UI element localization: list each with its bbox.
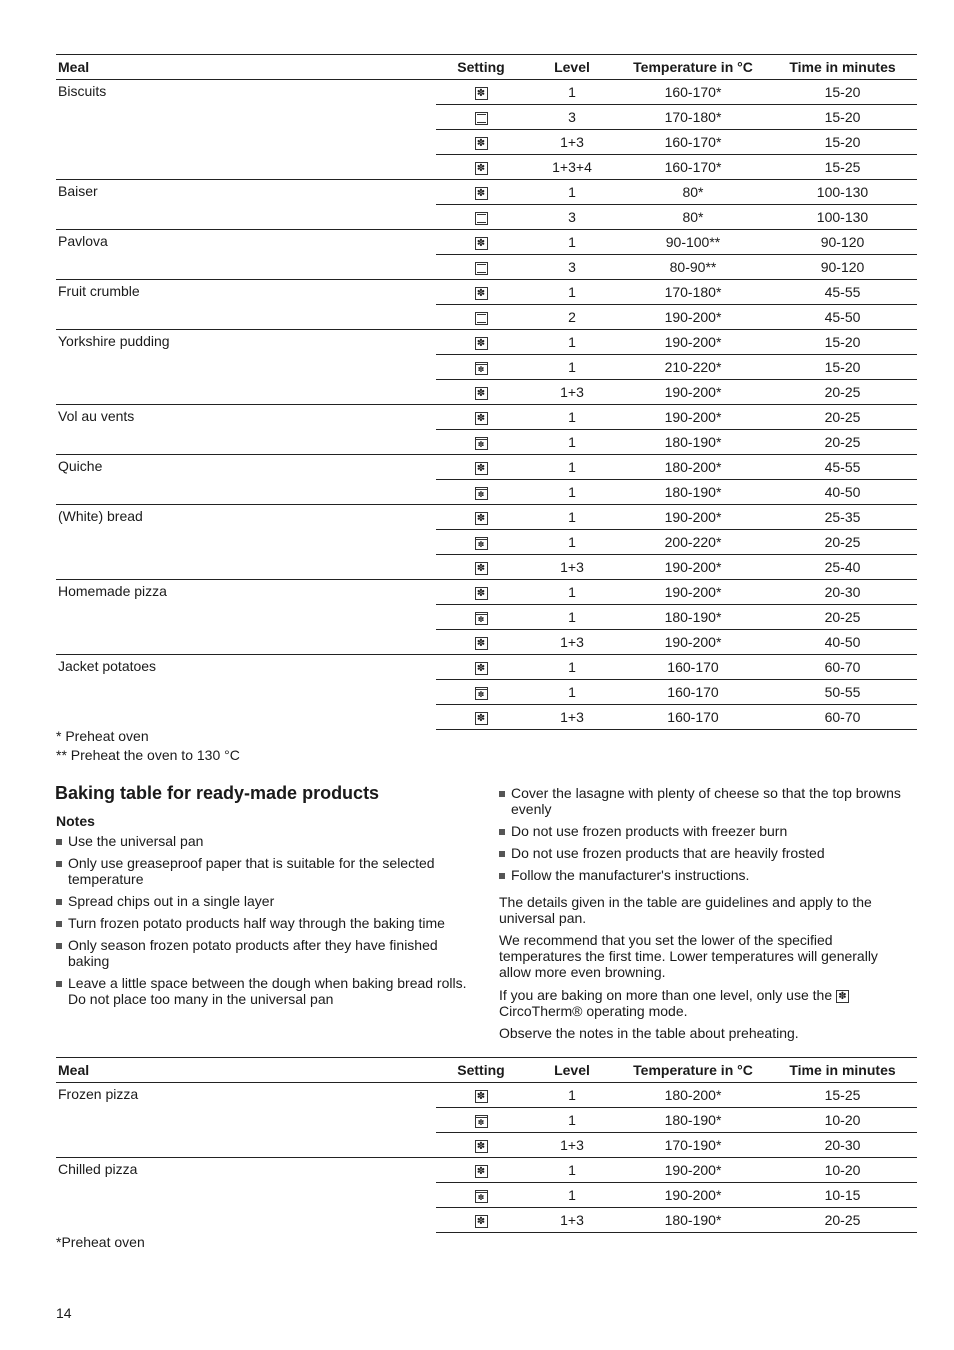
table-row [56,1083,917,1108]
header-meal: Meal [56,55,436,80]
header-meal: Meal [56,1058,436,1083]
cell-setting [436,605,526,630]
table-row [56,80,917,105]
cell-time: 40-50 [768,630,917,655]
header-time: Time in minutes [768,55,917,80]
cell-level: 1 [526,330,618,355]
cell-level: 1 [526,455,618,480]
cell-setting [436,330,526,355]
notes-list-right [499,785,909,889]
cell-temperature: 180-190* [618,430,768,455]
table-row [56,230,917,255]
cell-temperature: 170-180* [618,105,768,130]
paragraph-multi-level [499,987,909,1019]
table-row [56,405,917,430]
cell-temperature: 190-200* [618,405,768,430]
header-temperature: Temperature in °C [618,1058,768,1083]
cell-level: 1 [526,1158,618,1183]
fan-icon [475,587,488,600]
cell-level: 1+3 [526,555,618,580]
fan-icon [475,237,488,250]
section-title: Baking table for ready-made products [55,783,380,803]
cell-temperature: 190-200* [618,555,768,580]
header-temperature: Temperature in °C [618,55,768,80]
table-row [56,330,917,355]
top-fan-icon [475,537,488,550]
cell-time: 45-55 [768,280,917,305]
note-item: Follow the manufacturer's instructions. [499,867,909,883]
paragraph-multi-level-text: If you are baking on more than one level, only use the [499,987,833,1003]
cell-time: 10-20 [768,1108,917,1133]
cell-meal: (White) bread [56,505,436,580]
cell-level: 3 [526,255,618,280]
cell-time: 60-70 [768,655,917,680]
cell-level: 1 [526,355,618,380]
cell-setting [436,380,526,405]
cell-temperature: 190-200* [618,380,768,405]
cell-level: 1 [526,605,618,630]
top-fan-icon [475,687,488,700]
cell-setting [436,455,526,480]
fan-icon [475,562,488,575]
page-number: 14 [56,1305,72,1321]
cell-meal: Homemade pizza [56,580,436,655]
note-item: Turn frozen potato products half way through the baking time [56,915,476,931]
cell-temperature: 90-100** [618,230,768,255]
cell-level: 1 [526,1183,618,1208]
table-row [56,580,917,605]
cell-meal: Chilled pizza [56,1158,436,1233]
table-row [56,505,917,530]
top-fan-icon [475,1190,488,1203]
header-setting: Setting [436,55,526,80]
fan-icon [475,512,488,525]
cell-time: 90-120 [768,255,917,280]
cell-setting [436,105,526,130]
fan-icon [475,662,488,675]
cell-setting [436,1133,526,1158]
cell-time: 15-20 [768,105,917,130]
note-item: Cover the lasagne with plenty of cheese so that the top browns evenly [499,785,909,817]
cell-meal: Yorkshire pudding [56,330,436,405]
paragraph-preheat-notes: Observe the notes in the table about preheating. [499,1025,799,1041]
cell-temperature: 180-190* [618,605,768,630]
cell-level: 3 [526,105,618,130]
fan-icon [475,412,488,425]
cell-time: 25-35 [768,505,917,530]
cell-time: 45-55 [768,455,917,480]
cell-setting [436,1183,526,1208]
cell-temperature: 190-200* [618,1183,768,1208]
cell-temperature: 160-170 [618,705,768,730]
cell-time: 15-20 [768,355,917,380]
cell-meal: Biscuits [56,80,436,180]
cell-temperature: 190-200* [618,630,768,655]
cell-meal: Baiser [56,180,436,230]
fan-icon [475,462,488,475]
cell-level: 1+3 [526,380,618,405]
cell-meal: Frozen pizza [56,1083,436,1158]
cell-setting [436,80,526,105]
cell-time: 90-120 [768,230,917,255]
top-fan-icon [475,362,488,375]
cell-meal: Jacket potatoes [56,655,436,730]
note-item: Only season frozen potato products after they have finished baking [56,937,476,969]
cell-setting [436,1083,526,1108]
cell-time: 20-25 [768,430,917,455]
top-fan-icon [475,612,488,625]
header-level: Level [526,1058,618,1083]
top-bottom-heat-icon [475,312,488,325]
fan-icon [475,1215,488,1228]
cell-setting [436,705,526,730]
cell-setting [436,505,526,530]
cell-temperature: 190-200* [618,580,768,605]
cell-level: 1 [526,680,618,705]
cell-level: 1 [526,405,618,430]
cell-meal: Quiche [56,455,436,505]
cell-level: 1 [526,230,618,255]
fan-icon [475,187,488,200]
cell-time: 20-30 [768,580,917,605]
cell-time: 50-55 [768,680,917,705]
cell-level: 1 [526,505,618,530]
cell-temperature: 160-170* [618,155,768,180]
cell-level: 1 [526,530,618,555]
top-bottom-heat-icon [475,212,488,225]
note-item: Do not use frozen products with freezer burn [499,823,909,839]
note-item: Only use greaseproof paper that is suitable for the selected temperature [56,855,476,887]
cell-meal: Vol au vents [56,405,436,455]
cell-setting [436,580,526,605]
fan-icon [836,990,849,1003]
cell-setting [436,255,526,280]
cell-temperature: 170-180* [618,280,768,305]
note-item: Use the universal pan [56,833,476,849]
fan-icon [475,637,488,650]
cell-setting [436,1208,526,1233]
cell-temperature: 190-200* [618,1158,768,1183]
cell-level: 1 [526,580,618,605]
cell-temperature: 80-90** [618,255,768,280]
table-row [56,180,917,205]
cell-setting [436,305,526,330]
cell-setting [436,155,526,180]
cell-setting [436,180,526,205]
top-fan-icon [475,437,488,450]
cell-temperature: 180-190* [618,1108,768,1133]
table-row [56,655,917,680]
cell-level: 1+3 [526,1208,618,1233]
cell-time: 15-25 [768,155,917,180]
footnote-preheat-2: *Preheat oven [56,1234,145,1250]
cell-setting [436,405,526,430]
cell-time: 15-25 [768,1083,917,1108]
fan-icon [475,387,488,400]
cell-temperature: 160-170 [618,680,768,705]
cell-level: 3 [526,205,618,230]
cell-setting [436,1108,526,1133]
cell-temperature: 160-170* [618,80,768,105]
cell-time: 40-50 [768,480,917,505]
cell-temperature: 200-220* [618,530,768,555]
footnote-preheat: * Preheat oven [56,728,149,744]
cell-level: 1+3 [526,1133,618,1158]
cell-level: 1 [526,180,618,205]
cell-temperature: 180-200* [618,455,768,480]
cell-temperature: 180-190* [618,480,768,505]
cell-level: 1+3+4 [526,155,618,180]
table-header-row [56,1058,917,1083]
top-bottom-heat-icon [475,262,488,275]
cooking-table-ready-made [56,1057,917,1233]
cell-temperature: 80* [618,180,768,205]
note-item: Leave a little space between the dough when baking bread rolls. Do not place too many in the universal pan [56,975,476,1007]
cell-time: 20-30 [768,1133,917,1158]
fan-icon [475,1165,488,1178]
cell-temperature: 180-190* [618,1208,768,1233]
cell-level: 1 [526,80,618,105]
header-time: Time in minutes [768,1058,917,1083]
fan-icon [475,712,488,725]
table-row [56,280,917,305]
table-row [56,1158,917,1183]
cell-temperature: 190-200* [618,305,768,330]
table-header-row [56,55,917,80]
top-fan-icon [475,1115,488,1128]
cell-level: 1+3 [526,630,618,655]
fan-icon [475,87,488,100]
cell-temperature: 190-200* [618,330,768,355]
top-fan-icon [475,487,488,500]
cell-time: 20-25 [768,1208,917,1233]
cell-setting [436,130,526,155]
cell-setting [436,480,526,505]
cell-level: 1 [526,480,618,505]
cell-time: 10-15 [768,1183,917,1208]
cell-setting [436,430,526,455]
cell-level: 2 [526,305,618,330]
cell-temperature: 180-200* [618,1083,768,1108]
notes-list-left [56,833,476,1013]
cell-setting [436,555,526,580]
cooking-table-meals [56,54,917,730]
cell-temperature: 160-170 [618,655,768,680]
cell-setting [436,655,526,680]
cell-time: 45-50 [768,305,917,330]
cell-temperature: 210-220* [618,355,768,380]
cell-time: 60-70 [768,705,917,730]
fan-icon [475,162,488,175]
cell-setting [436,205,526,230]
cell-setting [436,280,526,305]
cell-temperature: 190-200* [618,505,768,530]
cell-time: 10-20 [768,1158,917,1183]
cell-meal: Fruit crumble [56,280,436,330]
cell-setting [436,230,526,255]
fan-icon [475,137,488,150]
cell-time: 20-25 [768,380,917,405]
cell-level: 1+3 [526,705,618,730]
fan-icon [475,337,488,350]
cell-time: 15-20 [768,80,917,105]
cell-time: 15-20 [768,130,917,155]
cell-level: 1 [526,430,618,455]
fan-icon [475,1140,488,1153]
paragraph-guidelines: The details given in the table are guidelines and apply to the universal pan. [499,894,872,926]
cell-meal: Pavlova [56,230,436,280]
note-item: Spread chips out in a single layer [56,893,476,909]
paragraph-recommend: We recommend that you set the lower of the specified temperatures the first time. Lower temperatures will generally allow more even browning. [499,932,878,980]
cell-temperature: 80* [618,205,768,230]
cell-time: 25-40 [768,555,917,580]
top-bottom-heat-icon [475,112,488,125]
cell-time: 100-130 [768,205,917,230]
cell-level: 1 [526,280,618,305]
note-item: Do not use frozen products that are heavily frosted [499,845,909,861]
footnote-preheat-130: ** Preheat the oven to 130 °C [56,747,240,763]
cell-level: 1 [526,1108,618,1133]
cell-setting [436,630,526,655]
paragraph-multi-level-mode: CircoTherm® operating mode. [499,1003,688,1019]
cell-time: 20-25 [768,605,917,630]
cell-time: 20-25 [768,530,917,555]
cell-setting [436,355,526,380]
fan-icon [475,1090,488,1103]
fan-icon [475,287,488,300]
cell-level: 1 [526,655,618,680]
header-setting: Setting [436,1058,526,1083]
cell-setting [436,680,526,705]
cell-setting [436,1158,526,1183]
cell-setting [436,530,526,555]
cell-time: 20-25 [768,405,917,430]
cell-temperature: 160-170* [618,130,768,155]
header-level: Level [526,55,618,80]
notes-heading: Notes [56,813,95,829]
cell-time: 100-130 [768,180,917,205]
cell-level: 1+3 [526,130,618,155]
table-row [56,455,917,480]
cell-temperature: 170-190* [618,1133,768,1158]
cell-time: 15-20 [768,330,917,355]
cell-level: 1 [526,1083,618,1108]
